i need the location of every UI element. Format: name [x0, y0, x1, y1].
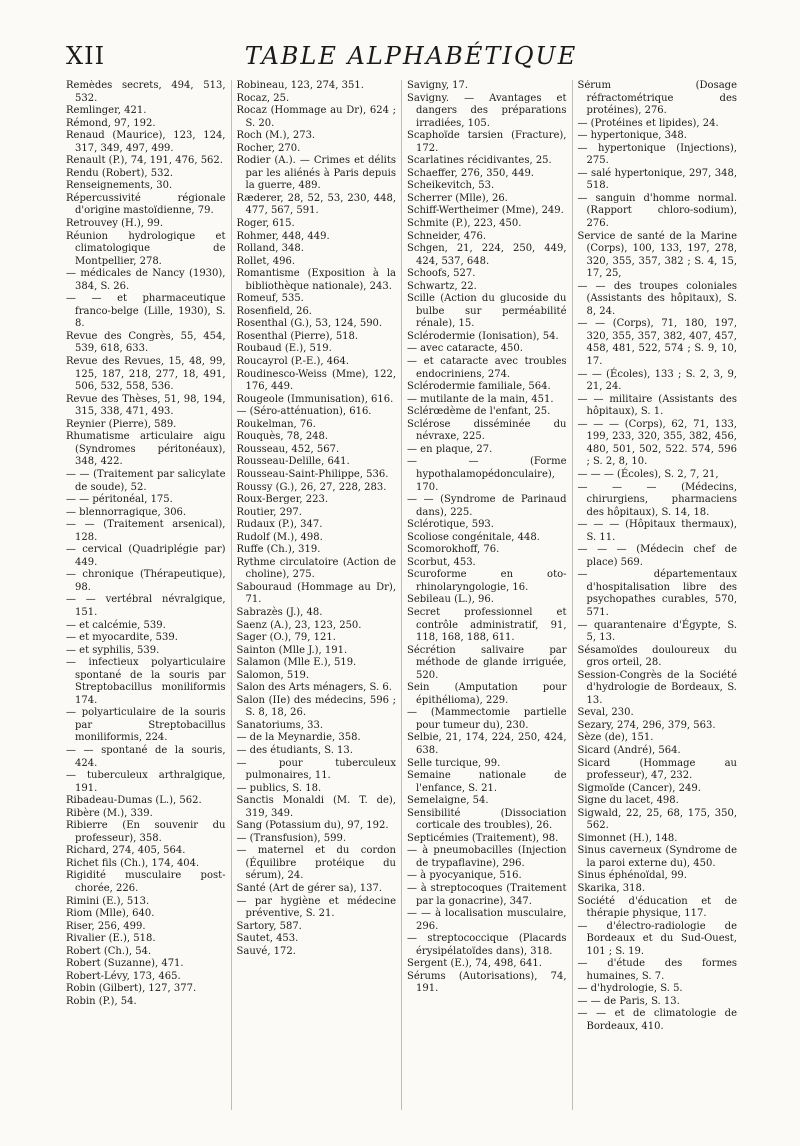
index-entry: — départementaux d'hospitalisation libre des psychopathes curables, 570, 571. — [577, 569, 737, 618]
index-entry: Scorbut, 453. — [407, 556, 476, 568]
index-entry: Rudolf (M.), 498. — [236, 531, 323, 543]
index-entry: Sainton (Mlle J.), 191. — [236, 644, 348, 656]
index-entry: Rythme circulatoire (Action de choline), 275. — [236, 556, 396, 581]
index-entry: — — — (Médecins, chirurgiens, pharmaciens des hôpitaux), S. 14, 18. — [577, 481, 737, 518]
index-entry: — — (Syndrome de Parinaud dans), 225. — [407, 494, 567, 518]
index-entry: Rocaz (Hommage au Dr), 624 ; S. 20. — [236, 105, 396, 129]
index-entry: — — — (Écoles), S. 2, 7, 21, — [577, 468, 719, 480]
index-entry: Routier, 297. — [236, 506, 302, 518]
index-entry: Rougeole (Immunisation), 616. — [236, 393, 394, 405]
index-entry: Rollet, 496. — [236, 255, 296, 267]
index-entry: — mutilante de la main, 451. — [407, 393, 554, 405]
index-entry: Scomorokhoff, 76. — [407, 544, 500, 556]
index-entry: — — et pharmaceutique franco-belge (Lille, 1930), S. 8. — [66, 293, 226, 330]
index-entry: Sécrétion salivaire par méthode de glande irriguée, 520. — [407, 644, 567, 681]
index-entry: Sclérœdème de l'enfant, 25. — [407, 406, 551, 418]
index-entry: Semaine nationale de l'enfance, S. 21. — [407, 770, 567, 794]
index-entry: Sclérotique, 593. — [407, 519, 494, 531]
index-entry: — blennorragique, 306. — [66, 506, 187, 518]
index-entry: Signe du lacet, 498. — [577, 795, 679, 807]
index-entry: — — péritonéal, 175. — [66, 494, 173, 506]
index-entry: Richard, 274, 405, 564. — [66, 845, 186, 857]
index-entry: Simonnet (H.), 148. — [577, 832, 678, 844]
index-entry: Sclérose disséminée du névraxe, 225. — [407, 418, 567, 443]
index-entry: Sinus caverneux (Syndrome de la paroi externe du), 450. — [577, 845, 737, 869]
index-entry: — — (Traitement par salicylate de soude), 52. — [66, 468, 226, 493]
index-entry: Savigny, 17. — [407, 80, 469, 91]
index-entry: Rousseau, 452, 567. — [236, 443, 340, 455]
index-entry: Service de santé de la Marine (Corps), 100, 133, 197, 278, 320, 355, 357, 382 ; S. 4, 15, 17, 25, — [577, 230, 737, 280]
index-entry: Romeuf, 535. — [236, 293, 304, 305]
index-entry: — — spontané de la souris, 424. — [66, 744, 226, 769]
index-entry: Robin (Gilbert), 127, 377. — [66, 983, 197, 995]
index-entry: Rousseau-Delille, 641. — [236, 456, 350, 468]
index-entry: — (Mammectomie partielle pour tumeur du), 230. — [407, 707, 567, 731]
index-entry: Scuroforme en oto-rhinolaryngologie, 16. — [407, 569, 567, 593]
index-entry: Scherrer (Mlle), 26. — [407, 192, 508, 204]
index-entry: — — — (Corps), 62, 71, 133, 199, 233, 320, 355, 382, 456, 480, 501, 502, 522. 574, 596 ; S. 2, 8, 10. — [577, 418, 737, 468]
index-entry: Rohmer, 448, 449. — [236, 230, 330, 242]
index-entry: Ruffe (Ch.), 319. — [236, 544, 321, 556]
index-entry: Roger, 615. — [236, 218, 295, 230]
index-entry: Roux-Berger, 223. — [236, 494, 329, 506]
index-entry: Robert-Lévy, 173, 465. — [66, 970, 181, 982]
index-entry: Session-Congrès de la Société d'hydrologie de Bordeaux, S. 13. — [577, 669, 737, 706]
index-entry: Sensibilité (Dissociation corticale des troubles), 26. — [407, 807, 567, 832]
index-entry: — et cataracte avec troubles endocriniens, 274. — [407, 356, 567, 380]
index-entry: Reynier (Pierre), 589. — [66, 418, 177, 430]
index-entry: Roudinesco-Weiss (Mme), 122, 176, 449. — [236, 368, 396, 393]
index-columns — [66, 80, 742, 1110]
index-entry: Sauvé, 172. — [236, 945, 296, 957]
index-entry: — d'électro-radiologie de Bordeaux et du Sud-Ouest, 101 ; S. 19. — [577, 920, 737, 957]
index-entry: Rhumatisme articulaire aigu (Syndromes péritonéaux), 348, 422. — [66, 431, 226, 468]
index-entry: — — et de climatologie de Bordeaux, 410. — [577, 1008, 737, 1033]
index-entry: Richet fils (Ch.), 174, 404. — [66, 857, 200, 869]
index-entry: — et myocardite, 539. — [66, 632, 178, 644]
index-entry: Ribère (M.), 339. — [66, 807, 153, 819]
index-entry: Rosenthal (Pierre), 518. — [236, 330, 359, 342]
index-entry: Sinus éphénoïdal, 99. — [577, 870, 687, 882]
index-entry: Sebileau (L.), 96. — [407, 594, 494, 606]
index-entry: — à pneumobacilles (Injection de trypaflavine), 296. — [407, 845, 567, 869]
index-entry: Secret professionnel et contrôle administratif, 91, 118, 168, 188, 611. — [407, 606, 567, 644]
index-entry: Retrouvey (H.), 99. — [66, 218, 164, 230]
index-entry: Salon des Arts ménagers, S. 6. — [236, 682, 392, 694]
index-entry: — chronique (Thérapeutique), 98. — [66, 569, 226, 593]
index-entry: Seval, 230. — [577, 707, 634, 719]
index-entry: Schaeffer, 276, 350, 449. — [407, 167, 534, 179]
index-entry: — polyarticulaire de la souris par Streptobacillus moniliformis, 224. — [66, 707, 226, 744]
index-entry: Ræderer, 28, 52, 53, 230, 448, 477, 567, 591. — [236, 192, 396, 217]
index-entry: — — des troupes coloniales (Assistants des hôpitaux), S. 8, 24. — [577, 280, 737, 317]
index-entry: — en plaque, 27. — [407, 443, 493, 455]
index-entry: Rigidité musculaire post-chorée, 226. — [66, 870, 226, 894]
index-entry: Saenz (A.), 23, 123, 250. — [236, 619, 362, 631]
index-entry: — streptococcique (Placards érysipélatoïdes dans), 318. — [407, 933, 567, 957]
index-entry: — avec cataracte, 450. — [407, 343, 523, 355]
index-entry: Sartory, 587. — [236, 920, 302, 932]
index-entry: Renaud (Maurice), 123, 124, 317, 349, 497, 499. — [66, 130, 226, 154]
index-entry: Sein (Amputation pour épithélioma), 229. — [407, 682, 567, 706]
index-entry: Selbie, 21, 174, 224, 250, 424, 638. — [407, 732, 567, 756]
index-entry: — (Transfusion), 599. — [236, 832, 347, 844]
index-entry: Sautet, 453. — [236, 933, 299, 945]
index-entry: Revue des Congrès, 55, 454, 539, 618, 633. — [66, 330, 226, 355]
index-entry: Schwartz, 22. — [407, 280, 477, 292]
index-entry: Schmite (P.), 223, 450. — [407, 218, 522, 230]
index-entry: — — (Traitement arsenical), 128. — [66, 519, 226, 543]
index-entry: Sabouraud (Hommage au Dr), 71. — [236, 581, 396, 606]
index-entry: Schiff-Wertheimer (Mme), 249. — [407, 205, 564, 217]
index-entry: Riom (Mlle), 640. — [66, 908, 155, 920]
index-entry: — médicales de Nancy (1930), 384, S. 26. — [66, 268, 226, 292]
index-entry: Rémond, 97, 192. — [66, 117, 156, 129]
index-entry: — (Séro-atténuation), 616. — [236, 406, 372, 418]
index-entry: Rosenfield, 26. — [236, 305, 312, 317]
index-entry: Roucayrol (P.-E.), 464. — [236, 356, 350, 368]
index-entry: — — à localisation musculaire, 296. — [407, 908, 567, 932]
index-entry: Rudaux (P.), 347. — [236, 519, 323, 531]
index-entry: — — (Corps), 71, 180, 197, 320, 355, 357, 382, 407, 457, 458, 481, 522, 574 ; S. 9, 10, 17. — [577, 318, 737, 368]
index-entry: Sclérodermie familiale, 564. — [407, 381, 551, 393]
index-entry: Semelaigne, 54. — [407, 795, 489, 807]
index-entry: Sanctis Monaldi (M. T. de), 319, 349. — [236, 795, 396, 819]
page-number: XII — [66, 42, 106, 70]
index-column-4 — [573, 80, 743, 1110]
index-entry: Renault (P.), 74, 191, 476, 562. — [66, 155, 223, 167]
index-entry: Salomon, 519. — [236, 669, 310, 681]
index-entry: Sanatoriums, 33. — [236, 719, 324, 731]
index-entry: Riser, 256, 499. — [66, 920, 146, 932]
index-entry: — infectieux polyarticulaire spontané de la souris par Streptobacillus moniliformis 174. — [66, 657, 226, 706]
index-entry: Rosenthal (G.), 53, 124, 590. — [236, 318, 383, 330]
index-entry: — à pyocyanique, 516. — [407, 870, 522, 882]
index-entry: Sergent (E.), 74, 498, 641. — [407, 958, 542, 970]
index-entry: Sezary, 274, 296, 379, 563. — [577, 719, 716, 731]
index-entry: Robert (Ch.), 54. — [66, 945, 152, 957]
index-entry: Société d'éducation et de thérapie physique, 117. — [577, 895, 737, 920]
index-entry: Sérums (Autorisations), 74, 191. — [407, 970, 567, 995]
index-entry: — d'étude des formes humaines, S. 7. — [577, 958, 737, 982]
index-entry: Robin (P.), 54. — [66, 995, 137, 1007]
index-entry: Sicard (Hommage au professeur), 47, 232. — [577, 757, 737, 782]
index-entry: — et syphilis, 539. — [66, 644, 160, 656]
index-entry: Roukelman, 76. — [236, 418, 316, 430]
index-column-2 — [232, 80, 403, 1110]
index-entry: Rolland, 348. — [236, 243, 304, 255]
index-entry: Roubaud (E.), 519. — [236, 343, 332, 355]
index-entry: Rocaz, 25. — [236, 92, 290, 104]
index-entry: Scheikevitch, 53. — [407, 180, 495, 192]
index-entry: — quarantenaire d'Égypte, S. 5, 13. — [577, 619, 737, 644]
index-entry: — — — (Hôpitaux thermaux), S. 11. — [577, 519, 737, 543]
index-entry: Rendu (Robert), 532. — [66, 167, 174, 179]
index-entry: Sabrazès (J.), 48. — [236, 606, 323, 618]
index-entry: — tuberculeux arthralgique, 191. — [66, 770, 226, 794]
index-entry: Ribierre (En souvenir du professeur), 358. — [66, 820, 226, 844]
index-entry: Scaphoïde tarsien (Fracture), 172. — [407, 130, 567, 154]
index-entry: Répercussivité régionale d'origine mastoïdienne, 79. — [66, 192, 226, 217]
index-entry: Rodier (A.). — Crimes et délits par les aliénés à Paris depuis la guerre, 489. — [236, 155, 396, 192]
index-entry: Skarika, 318. — [577, 883, 645, 894]
index-entry: Scarlatines récidivantes, 25. — [407, 155, 552, 167]
index-entry: Sigwald, 22, 25, 68, 175, 350, 562. — [577, 807, 737, 832]
page-header — [66, 40, 756, 76]
index-entry: Robert (Suzanne), 471. — [66, 958, 184, 970]
index-entry: Sager (O.), 79, 121. — [236, 632, 336, 644]
index-entry: Réunion hydrologique et climatologique de Montpellier, 278. — [66, 230, 226, 267]
index-entry: Scoliose congénitale, 448. — [407, 531, 540, 543]
index-entry: Remèdes secrets, 494, 513, 532. — [66, 80, 226, 104]
index-entry: — de la Meynardie, 358. — [236, 732, 361, 744]
index-entry: Rimini (E.), 513. — [66, 895, 150, 907]
index-entry: Septicémies (Traitement), 98. — [407, 832, 559, 844]
index-entry: — — de Paris, S. 13. — [577, 995, 680, 1007]
index-column-1 — [66, 80, 232, 1110]
index-entry: Sérum (Dosage réfractométrique des protéines), 276. — [577, 80, 737, 117]
index-entry: — publics, S. 18. — [236, 782, 322, 794]
index-entry: — cervical (Quadriplégie par) 449. — [66, 544, 226, 568]
index-entry: — — — (Médecin chef de place) 569. — [577, 544, 737, 568]
index-entry: — — militaire (Assistants des hôpitaux), S. 1. — [577, 393, 737, 418]
index-entry: — à streptocoques (Traitement par la gonacrine), 347. — [407, 883, 567, 907]
running-title: TABLE ALPHABÉTIQUE — [244, 42, 578, 70]
index-entry: Schneider, 476. — [407, 230, 487, 242]
index-entry: Renseignements, 30. — [66, 180, 173, 192]
index-entry: — par hygiène et médecine préventive, S. 21. — [236, 895, 396, 920]
index-entry: Revue des Thèses, 51, 98, 194, 315, 338, 471, 493. — [66, 393, 226, 418]
index-entry: Ribadeau-Dumas (L.), 562. — [66, 795, 202, 807]
index-entry: — (Protéines et lipides), 24. — [577, 117, 719, 129]
index-entry: Revue des Revues, 15, 48, 99, 125, 187, 218, 277, 18, 491, 506, 532, 558, 536. — [66, 356, 226, 393]
index-entry: Salamon (Mlle E.), 519. — [236, 657, 357, 669]
index-entry: — maternel et du cordon (Équilibre protéique du sérum), 24. — [236, 845, 396, 882]
index-entry: Sèze (de), 151. — [577, 732, 654, 744]
index-entry: Santé (Art de gérer sa), 137. — [236, 883, 383, 894]
index-entry: Sclérodermie (Ionisation), 54. — [407, 330, 559, 342]
index-column-3 — [402, 80, 573, 1110]
index-entry: — hypertonique, 348. — [577, 130, 687, 142]
index-entry: Romantisme (Exposition à la bibliothèque nationale), 243. — [236, 268, 396, 292]
index-entry: Schoofs, 527. — [407, 268, 476, 280]
index-entry: — — (Forme hypothalamopédonculaire), 170. — [407, 456, 567, 493]
index-entry: Sang (Potassium du), 97, 192. — [236, 820, 389, 832]
index-entry: — et calcémie, 539. — [66, 619, 166, 631]
index-entry: — salé hypertonique, 297, 348, 518. — [577, 167, 737, 192]
index-entry: — — (Écoles), 133 ; S. 2, 3, 9, 21, 24. — [577, 368, 737, 393]
index-entry: Sicard (André), 564. — [577, 744, 681, 756]
index-entry: — hypertonique (Injections), 275. — [577, 142, 737, 167]
index-entry: Salon (IIe) des médecins, 596 ; S. 8, 18, 26. — [236, 694, 396, 719]
index-entry: Selle turcique, 99. — [407, 757, 501, 769]
index-entry: Sigmoïde (Cancer), 249. — [577, 782, 701, 794]
index-entry: Rousseau-Saint-Philippe, 536. — [236, 468, 389, 480]
index-entry: Roch (M.), 273. — [236, 130, 316, 142]
index-entry: Sésamoïdes douloureux du gros orteil, 28. — [577, 644, 737, 669]
index-entry: Remlinger, 421. — [66, 105, 147, 117]
index-entry: Roussy (G.), 26, 27, 228, 283. — [236, 481, 387, 493]
index-entry: — sanguin d'homme normal. (Rapport chloro-sodium), 276. — [577, 192, 737, 230]
index-entry: Rivalier (E.), 518. — [66, 933, 156, 945]
index-entry: — des étudiants, S. 13. — [236, 744, 353, 756]
index-entry: — pour tuberculeux pulmonaires, 11. — [236, 757, 396, 782]
index-entry: Scille (Action du glucoside du bulbe sur perméabilité rénale), 15. — [407, 293, 567, 330]
index-entry: Savigny. — Avantages et dangers des préparations irradiées, 105. — [407, 92, 567, 129]
index-entry: Rocher, 270. — [236, 142, 301, 154]
index-entry: Robineau, 123, 274, 351. — [236, 80, 364, 91]
index-entry: — — vertébral névralgique, 151. — [66, 594, 226, 618]
index-entry: — d'hydrologie, S. 5. — [577, 983, 683, 995]
index-entry: Rouquès, 78, 248. — [236, 431, 329, 443]
index-entry: Schgen, 21, 224, 250, 449, 424, 537, 648. — [407, 243, 567, 267]
